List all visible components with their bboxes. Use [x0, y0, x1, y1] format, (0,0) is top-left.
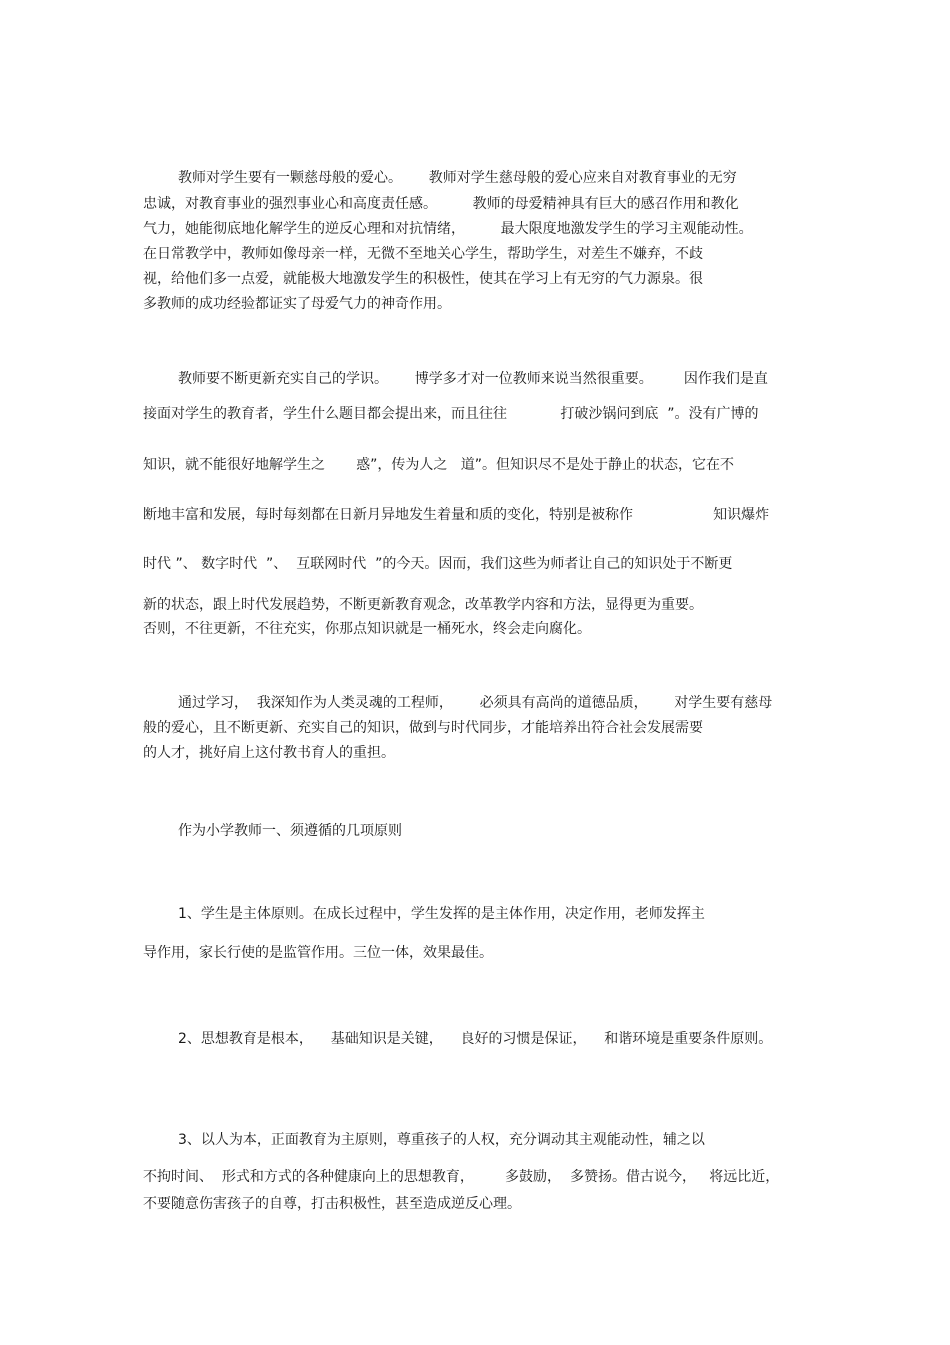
- para3-line-1: 通过学习， 我深知作为人类灵魂的工程师， 必须具有高尚的道德品质， 对学生要有慈母: [178, 695, 773, 711]
- para2-line-6: 新的状态，跟上时代发展趋势，不断更新教育观念，改革教学内容和方法，显得更为重要。: [143, 597, 703, 613]
- para1-line-4: 在日常教学中，教师如像母亲一样，无微不至地关心学生，帮助学生，对差生不嫌弃，不歧: [143, 246, 703, 262]
- para1-line-3: 气力，她能彻底地化解学生的逆反心理和对抗情绪， 最大限度地激发学生的学习主观能动性。: [143, 221, 753, 237]
- item2-line-1: 2、思想教育是根本， 基础知识是关键， 良好的习惯是保证， 和谐环境是重要条件原则。: [178, 1031, 773, 1047]
- para2-line-5: 时代 ”、 数字时代 ”、 互联网时代 ”的今天。因而，我们这些为师者让自己的知识处于不断更: [143, 556, 733, 572]
- item1-line-1: 1、学生是主体原则。在成长过程中，学生发挥的是主体作用，决定作用，老师发挥主: [178, 906, 705, 922]
- para3-line-3: 的人才，挑好肩上这付教书育人的重担。: [143, 745, 395, 761]
- para1-line-6: 多教师的成功经验都证实了母爱气力的神奇作用。: [143, 296, 451, 312]
- para1-line-5: 视，给他们多一点爱，就能极大地激发学生的积极性，使其在学习上有无穷的气力源泉。很: [143, 271, 703, 287]
- item3-line-2: 不拘时间、 形式和方式的各种健康向上的思想教育， 多鼓励， 多赞扬。借古说今， 将远比近，: [143, 1169, 780, 1185]
- para1-line-1: 教师对学生要有一颗慈母般的爱心。 教师对学生慈母般的爱心应来自对教育事业的无穷: [178, 170, 737, 186]
- item1-line-2: 导作用，家长行使的是监管作用。三位一体，效果最佳。: [143, 945, 493, 961]
- para2-line-1: 教师要不断更新充实自己的学识。 博学多才对一位教师来说当然很重要。 因作我们是直: [178, 371, 768, 387]
- para2-line-7: 否则，不往更新，不往充实，你那点知识就是一桶死水，终会走向腐化。: [143, 621, 591, 637]
- item3-line-1: 3、以人为本，正面教育为主原则，尊重孩子的人权，充分调动其主观能动性，辅之以: [178, 1132, 705, 1148]
- para2-line-3: 知识，就不能很好地解学生之 惑”，传为人之 道”。但知识尽不是处于静止的状态，它在不: [143, 457, 735, 473]
- para3-line-2: 般的爱心，且不断更新、充实自己的知识，做到与时代同步，才能培养出符合社会发展需要: [143, 720, 703, 736]
- para2-line-2: 接面对学生的教育者，学生什么题目都会提出来，而且往往 打破沙锅问到底 ”。没有广博的: [143, 406, 759, 422]
- para1-line-2: 忠诚，对教育事业的强烈事业心和高度责任感。 教师的母爱精神具有巨大的感召作用和教化: [143, 196, 739, 212]
- item3-line-3: 不要随意伤害孩子的自尊，打击积极性，甚至造成逆反心理。: [143, 1196, 521, 1212]
- para2-line-4: 断地丰富和发展，每时每刻都在日新月异地发生着量和质的变化，特别是被称作 知识爆炸: [143, 507, 770, 523]
- section-heading: 作为小学教师一、须遵循的几项原则: [178, 823, 402, 839]
